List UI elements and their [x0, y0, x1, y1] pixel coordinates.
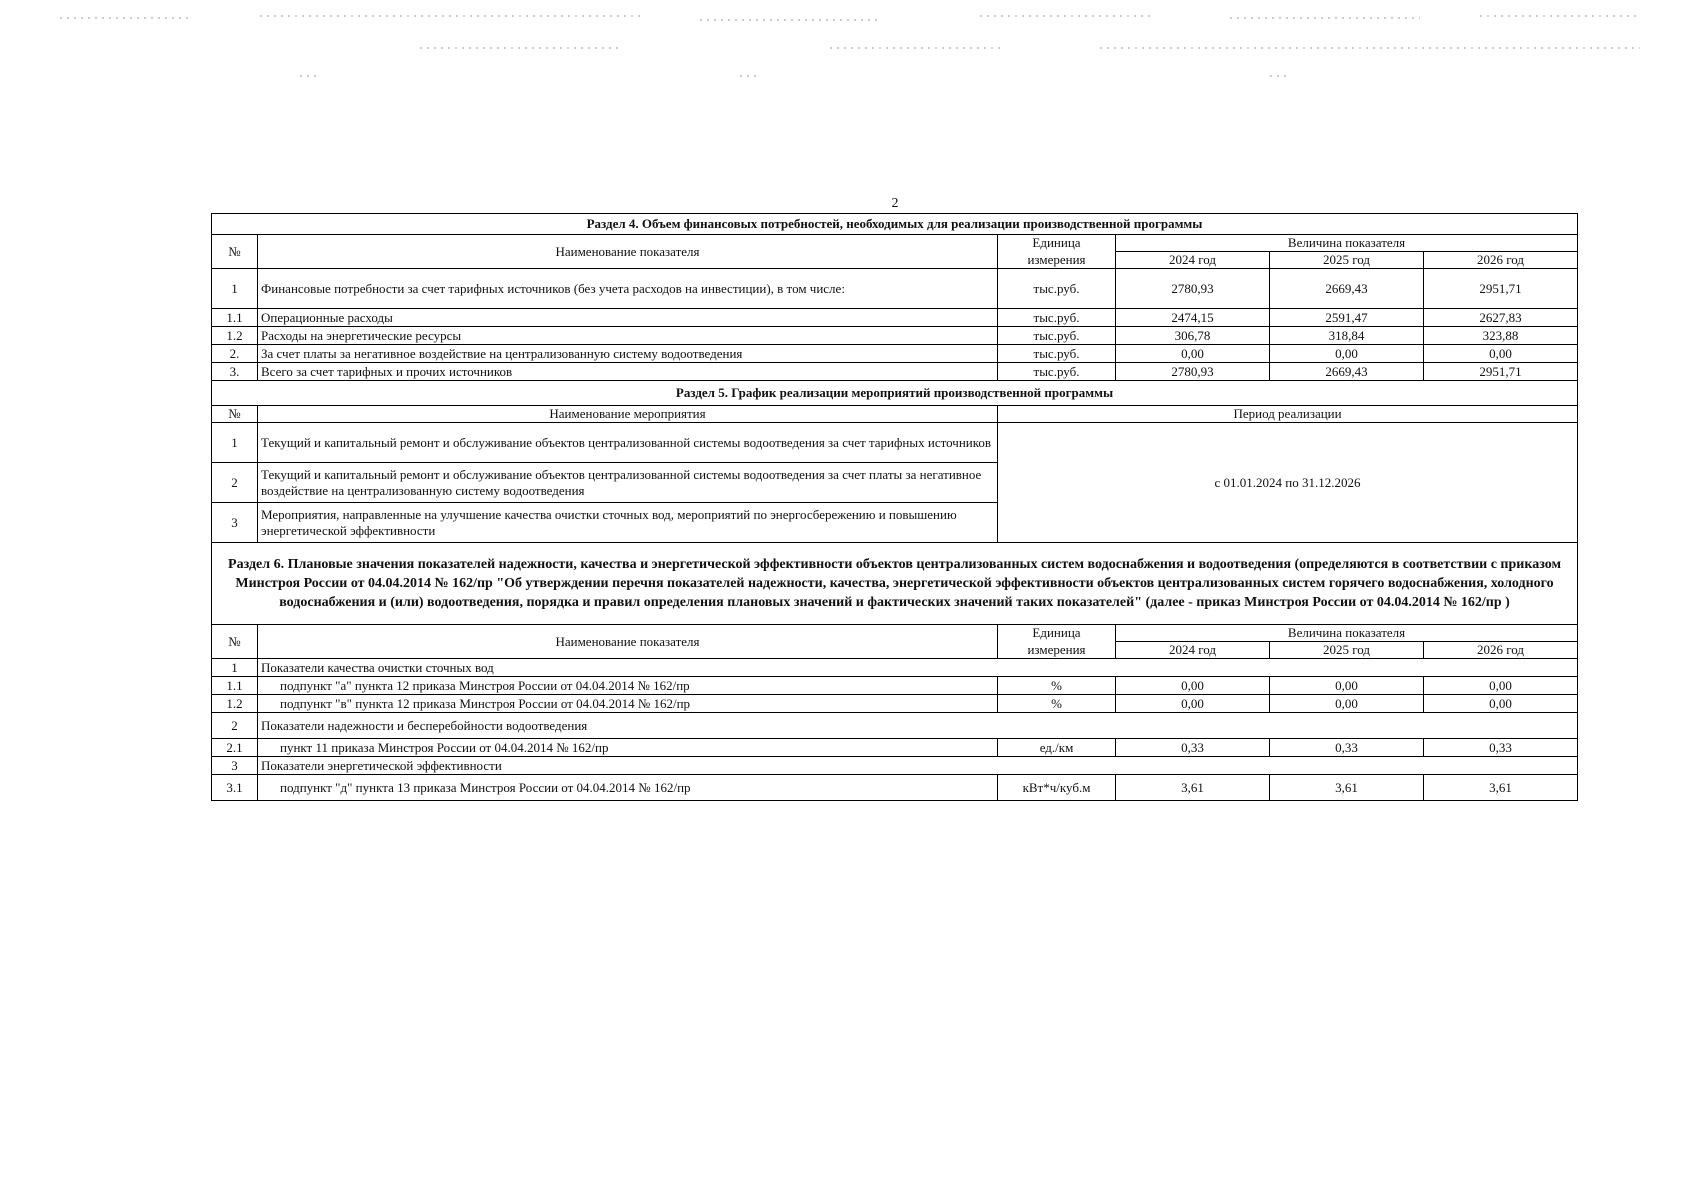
row-value-2025: 2669,43 — [1270, 363, 1424, 381]
row-value-2025: 3,61 — [1270, 775, 1424, 801]
page-number: 2 — [891, 196, 899, 211]
row-num: 2. — [212, 345, 258, 363]
table-row — [212, 739, 1578, 757]
row-value-2026: 0,00 — [1424, 677, 1578, 695]
table-row — [212, 327, 1578, 345]
table-row — [212, 775, 1578, 801]
row-num: 1 — [212, 269, 258, 309]
group-name: Показатели качества очистки сточных вод — [258, 659, 1578, 677]
period-value: с 01.01.2024 по 31.12.2026 — [998, 423, 1578, 543]
row-value-2024: 0,00 — [1116, 677, 1270, 695]
row-num: 3. — [212, 363, 258, 381]
row-value-2026: 0,00 — [1424, 345, 1578, 363]
table-row — [212, 363, 1578, 381]
row-value-2024: 0,00 — [1116, 345, 1270, 363]
header-value: Величина показателя — [1116, 625, 1578, 642]
row-unit: тыс.руб. — [998, 269, 1116, 309]
table-row — [212, 713, 1578, 739]
row-value-2025: 0,33 — [1270, 739, 1424, 757]
table-row — [212, 269, 1578, 309]
row-name: Расходы на энергетические ресурсы — [258, 327, 998, 345]
row-value-2025: 2669,43 — [1270, 269, 1424, 309]
table-row — [212, 309, 1578, 327]
row-num: 2 — [212, 713, 258, 739]
table-row — [212, 423, 1578, 463]
row-name: Мероприятия, направленные на улучшение качества очистки сточных вод, мероприятий по энергосбережению и повышению энергетической эффективности — [258, 503, 998, 543]
row-unit: % — [998, 677, 1116, 695]
header-year-2026: 2026 год — [1424, 642, 1578, 659]
row-value-2025: 2591,47 — [1270, 309, 1424, 327]
row-num: 1.1 — [212, 309, 258, 327]
header-event-name: Наименование мероприятия — [258, 406, 998, 423]
header-year-2024: 2024 год — [1116, 252, 1270, 269]
row-unit: тыс.руб. — [998, 363, 1116, 381]
table-row — [212, 757, 1578, 775]
header-period: Период реализации — [998, 406, 1578, 423]
row-value-2025: 318,84 — [1270, 327, 1424, 345]
row-num: 1 — [212, 423, 258, 463]
row-num: 3 — [212, 503, 258, 543]
row-num: 3 — [212, 757, 258, 775]
table-row — [212, 659, 1578, 677]
row-num: 1 — [212, 659, 258, 677]
row-name: Всего за счет тарифных и прочих источников — [258, 363, 998, 381]
row-value-2024: 2780,93 — [1116, 363, 1270, 381]
header-unit-line2: измерения — [998, 252, 1116, 269]
header-num: № — [212, 406, 258, 423]
row-name: Финансовые потребности за счет тарифных источников (без учета расходов на инвестиции), в том числе: — [258, 269, 998, 309]
row-unit: кВт*ч/куб.м — [998, 775, 1116, 801]
row-value-2024: 2474,15 — [1116, 309, 1270, 327]
header-num: № — [212, 235, 258, 269]
row-value-2026: 3,61 — [1424, 775, 1578, 801]
row-value-2026: 0,33 — [1424, 739, 1578, 757]
row-unit: % — [998, 695, 1116, 713]
row-value-2026: 2951,71 — [1424, 269, 1578, 309]
row-value-2026: 323,88 — [1424, 327, 1578, 345]
document-table — [211, 213, 1578, 801]
row-name: подпункт "д" пункта 13 приказа Минстроя России от 04.04.2014 № 162/пр — [258, 775, 998, 801]
header-unit-line1: Единица — [998, 625, 1116, 642]
row-name: подпункт "а" пункта 12 приказа Минстроя России от 04.04.2014 № 162/пр — [258, 677, 998, 695]
table-row — [212, 695, 1578, 713]
row-value-2025: 0,00 — [1270, 695, 1424, 713]
header-num: № — [212, 625, 258, 659]
row-name: Текущий и капитальный ремонт и обслуживание объектов централизованной системы водоотведения за счет тарифных источников — [258, 423, 998, 463]
row-value-2025: 0,00 — [1270, 677, 1424, 695]
row-name: Текущий и капитальный ремонт и обслуживание объектов централизованной системы водоотведения за счет платы за негативное воздействие на централизованную систему водоотведения — [258, 463, 998, 503]
row-num: 1.2 — [212, 695, 258, 713]
header-value: Величина показателя — [1116, 235, 1578, 252]
header-year-2024: 2024 год — [1116, 642, 1270, 659]
row-num: 3.1 — [212, 775, 258, 801]
group-name: Показатели энергетической эффективности — [258, 757, 1578, 775]
row-name: Операционные расходы — [258, 309, 998, 327]
header-name: Наименование показателя — [258, 235, 998, 269]
row-value-2024: 2780,93 — [1116, 269, 1270, 309]
row-unit: ед./км — [998, 739, 1116, 757]
row-value-2024: 0,00 — [1116, 695, 1270, 713]
header-unit-line2: измерения — [998, 642, 1116, 659]
row-num: 1.1 — [212, 677, 258, 695]
section5-title: Раздел 5. График реализации мероприятий производственной программы — [212, 381, 1578, 406]
row-num: 2 — [212, 463, 258, 503]
section4-title: Раздел 4. Объем финансовых потребностей, необходимых для реализации производственной программы — [212, 214, 1578, 235]
scan-noise-marks — [0, 0, 1697, 90]
row-name: подпункт "в" пункта 12 приказа Минстроя России от 04.04.2014 № 162/пр — [258, 695, 998, 713]
row-value-2026: 0,00 — [1424, 695, 1578, 713]
header-unit-line1: Единица — [998, 235, 1116, 252]
header-name: Наименование показателя — [258, 625, 998, 659]
row-name: За счет платы за негативное воздействие на централизованную систему водоотведения — [258, 345, 998, 363]
header-year-2026: 2026 год — [1424, 252, 1578, 269]
row-name: пункт 11 приказа Минстроя России от 04.04.2014 № 162/пр — [258, 739, 998, 757]
header-year-2025: 2025 год — [1270, 642, 1424, 659]
table-row — [212, 677, 1578, 695]
section6-title: Раздел 6. Плановые значения показателей надежности, качества и энергетической эффективности объектов централизованных систем водоснабжения и водоотведения (определяются в соответствии с приказом Минстроя России от 04.04.2014 № 162/пр "Об утверждении перечня показателей надежности, качества, энергетической эффективности объектов централизованных систем горячего водоснабжения, холодного водоснабжения и (или) водоотведения, порядка и правил определения плановых значений и фактических значений таких показателей" (далее - приказ Минстроя России от 04.04.2014 № 162/пр ) — [212, 543, 1578, 625]
group-name: Показатели надежности и бесперебойности водоотведения — [258, 713, 1578, 739]
row-num: 1.2 — [212, 327, 258, 345]
row-value-2024: 3,61 — [1116, 775, 1270, 801]
row-unit: тыс.руб. — [998, 345, 1116, 363]
row-num: 2.1 — [212, 739, 258, 757]
row-unit: тыс.руб. — [998, 309, 1116, 327]
row-unit: тыс.руб. — [998, 327, 1116, 345]
table-row — [212, 345, 1578, 363]
row-value-2024: 0,33 — [1116, 739, 1270, 757]
row-value-2025: 0,00 — [1270, 345, 1424, 363]
header-year-2025: 2025 год — [1270, 252, 1424, 269]
row-value-2024: 306,78 — [1116, 327, 1270, 345]
row-value-2026: 2627,83 — [1424, 309, 1578, 327]
row-value-2026: 2951,71 — [1424, 363, 1578, 381]
